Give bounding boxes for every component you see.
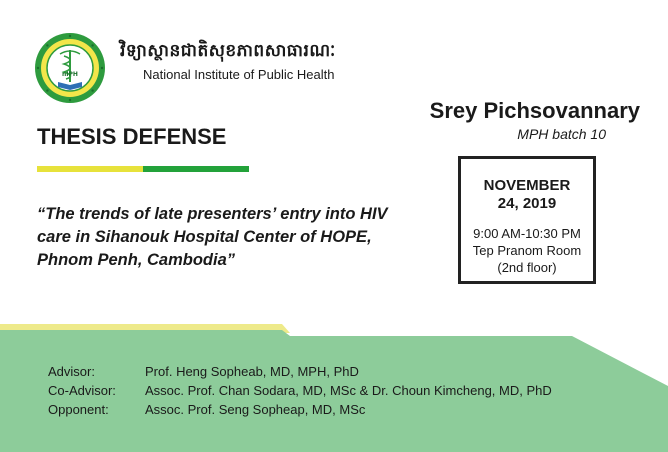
institute-name-khmer: វិទ្យាស្ថានជាតិសុខភាពសាធារណៈ [120,41,336,61]
committee-member: Assoc. Prof. Chan Sodara, MD, MSc & Dr. Choun Kimcheng, MD, PhD [145,383,552,398]
thesis-title-line: “The trends of late presenters’ entry into HIV [37,205,388,223]
thesis-title-line: Phnom Penh, Cambodia” [37,251,236,269]
committee-row-advisor [48,362,552,381]
logo-text: nIPH [62,71,78,78]
room-floor: (2nd floor) [497,260,557,275]
schedule-box [458,156,596,284]
presenter-batch: MPH batch 10 [517,126,606,142]
committee-row-opponent [48,400,552,419]
presenter-name: Srey Pichsovannary [429,98,640,123]
committee-role: Opponent: [48,402,109,417]
committee-row-co-advisor [48,381,552,400]
thesis-title-line: care in Sihanouk Hospital Center of HOPE, [37,228,372,246]
committee-member: Prof. Heng Sopheab, MD, MPH, PhD [145,364,359,379]
committee-list [48,362,552,419]
room-name: Tep Pranom Room [472,243,582,258]
committee-member: Assoc. Prof. Seng Sopheap, MD, MSc [145,402,366,417]
institute-name-english: National Institute of Public Health [143,67,335,82]
thesis-title-text [37,203,437,272]
nIPH-seal-icon [34,32,106,104]
date-month: NOVEMBER [483,177,571,194]
time-range: 9:00 AM-10:30 PM [473,226,581,241]
accent-bar-green [143,166,249,172]
accent-bar-yellow [37,166,143,172]
committee-role: Advisor: [48,364,95,379]
event-title: THESIS DEFENSE [37,124,227,149]
committee-role: Co-Advisor: [48,383,116,398]
date-day-year: 24, 2019 [497,195,557,212]
